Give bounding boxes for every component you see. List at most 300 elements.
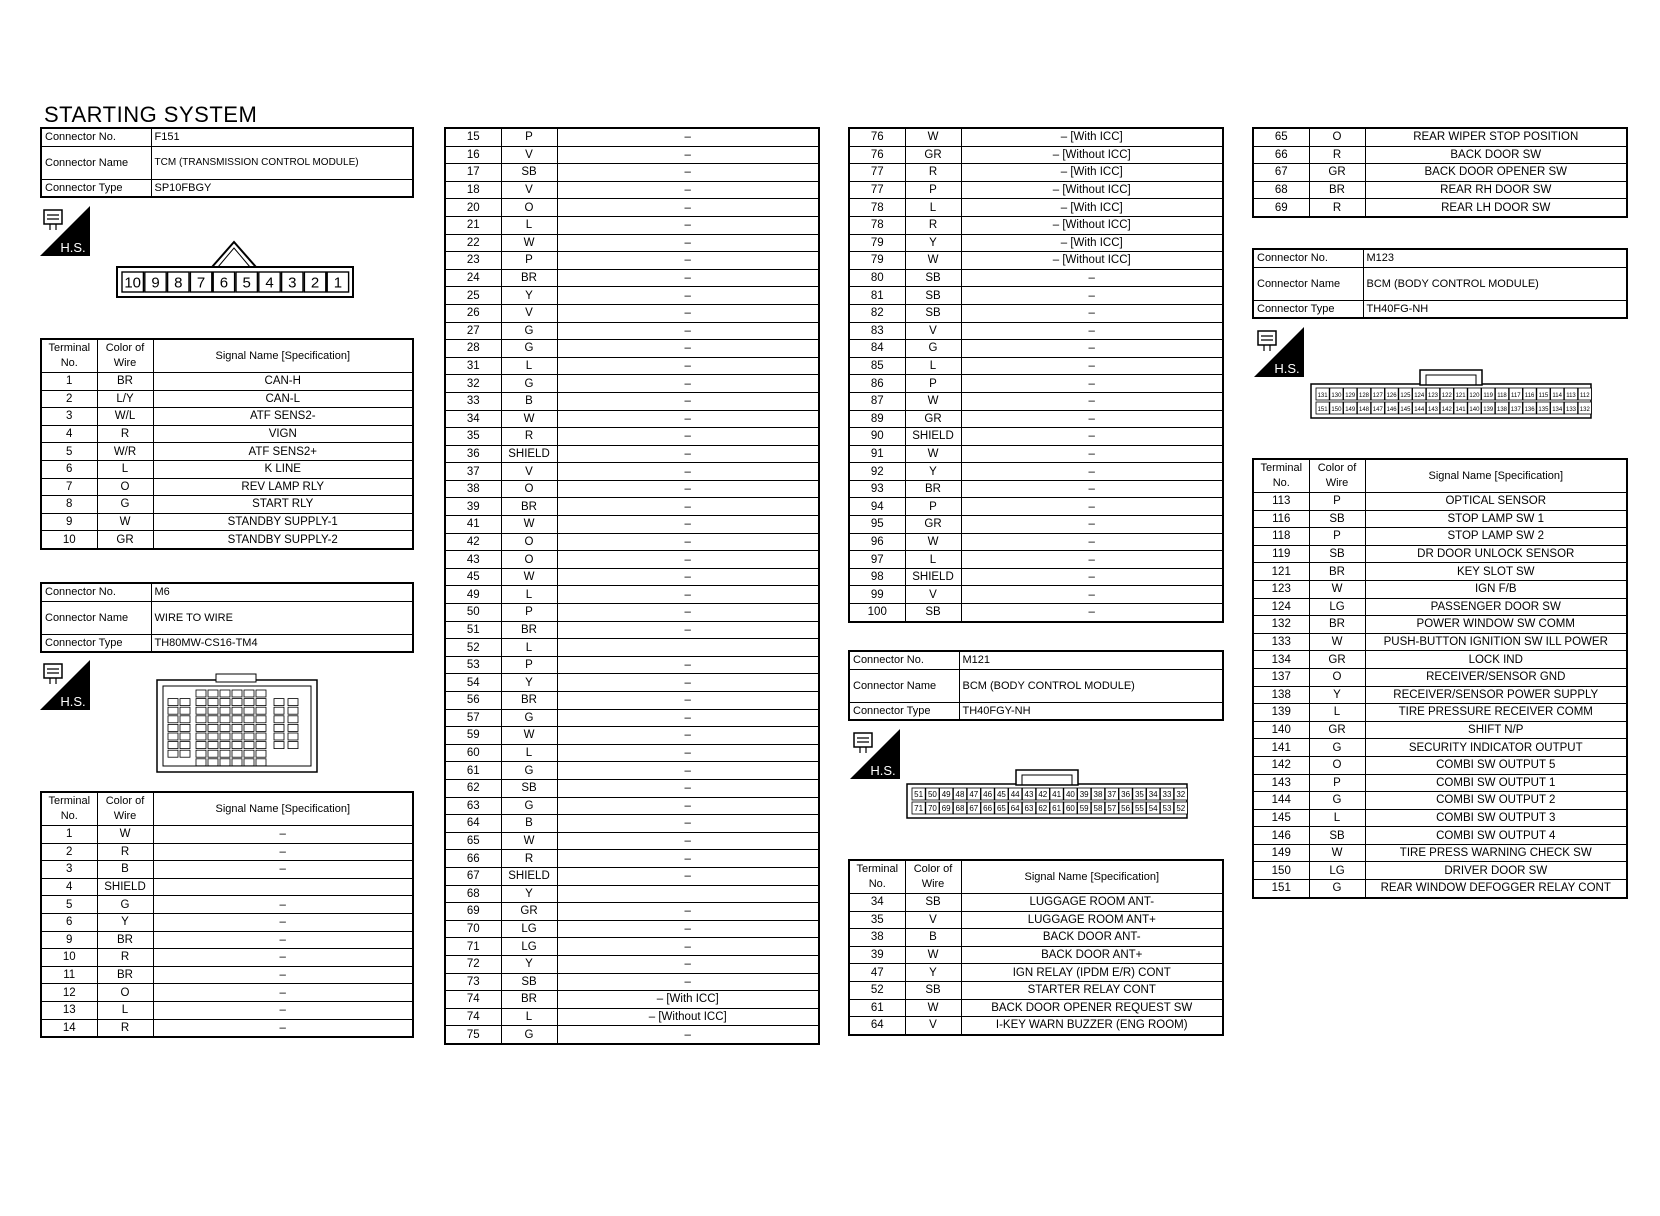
wire-color-cell: G	[97, 496, 153, 514]
signal-name-cell: BACK DOOR ANT+	[961, 946, 1223, 964]
wire-color-cell: L	[97, 460, 153, 478]
terminal-no-cell: 20	[445, 199, 501, 217]
conn-no-value: M6	[151, 583, 413, 601]
wire-color-cell: L	[905, 357, 961, 375]
conn-name-label: Connector Name	[1253, 267, 1363, 300]
connector-f151-info	[40, 127, 414, 198]
signal-name-cell: –	[557, 867, 819, 885]
pin-number: 9	[151, 274, 160, 292]
wire-color-cell: L/Y	[97, 390, 153, 408]
signal-name-cell	[557, 639, 819, 657]
pin-cavity	[274, 707, 284, 714]
wire-color-cell: L	[1309, 704, 1365, 722]
wire-color-cell: O	[501, 480, 557, 498]
terminal-no-cell: 79	[849, 252, 905, 270]
signal-name-cell: –	[557, 357, 819, 375]
table-row	[445, 727, 819, 745]
table-row	[445, 692, 819, 710]
terminal-no-cell: 76	[849, 128, 905, 146]
table-row	[445, 340, 819, 358]
signal-name-cell: –	[961, 340, 1223, 358]
m121-continued-table	[1252, 127, 1628, 218]
wire-color-cell: SB	[501, 164, 557, 182]
terminal-no-cell: 31	[445, 357, 501, 375]
pin-cavity	[196, 750, 206, 757]
terminal-no-cell: 50	[445, 604, 501, 622]
table-row	[41, 443, 413, 461]
terminal-no-cell: 133	[1253, 633, 1309, 651]
pin-cavity	[232, 707, 242, 714]
terminal-no-cell: 123	[1253, 580, 1309, 598]
terminal-no-cell: 35	[445, 428, 501, 446]
pin-number: 62	[1038, 804, 1048, 813]
harness-side-icon	[850, 729, 900, 779]
table-row	[41, 949, 413, 967]
pin-number: 130	[1331, 393, 1342, 399]
wire-color-cell: W	[905, 128, 961, 146]
pin-number: 140	[1469, 407, 1480, 413]
wire-color-cell: SB	[905, 981, 961, 999]
pin-number: 133	[1565, 407, 1577, 413]
pin-cavity	[208, 699, 218, 706]
table-row	[445, 867, 819, 885]
pin-cavity	[208, 724, 218, 731]
terminal-no-cell: 6	[41, 460, 97, 478]
wire-color-cell: V	[905, 322, 961, 340]
conn-type-label: Connector Type	[1253, 300, 1363, 318]
pin-number: 122	[1441, 393, 1452, 399]
pin-cavity	[196, 707, 206, 714]
terminal-no-cell: 119	[1253, 545, 1309, 563]
terminal-no-cell: 71	[445, 938, 501, 956]
terminal-no-cell: 16	[445, 146, 501, 164]
f151-pin-table	[40, 338, 414, 550]
wire-color-cell: R	[501, 850, 557, 868]
wire-color-cell: P	[1309, 774, 1365, 792]
conn-no-label: Connector No.	[849, 651, 959, 669]
wire-color-cell: SB	[1309, 827, 1365, 845]
terminal-no-cell: 3	[41, 861, 97, 879]
wire-color-cell: G	[1309, 880, 1365, 898]
table-row	[445, 357, 819, 375]
signal-name-cell: –	[961, 322, 1223, 340]
terminal-no-cell: 10	[41, 949, 97, 967]
terminal-no-cell: 5	[41, 896, 97, 914]
pin-number: 139	[1483, 407, 1494, 413]
signal-name-cell: –	[557, 533, 819, 551]
wire-color-cell: BR	[501, 269, 557, 287]
wire-color-cell: O	[97, 478, 153, 496]
pin-cavity	[232, 724, 242, 731]
terminal-no-cell: 89	[849, 410, 905, 428]
terminal-no-cell: 9	[41, 931, 97, 949]
wire-color-cell: B	[501, 392, 557, 410]
wire-color-cell: G	[1309, 739, 1365, 757]
table-row	[1253, 651, 1627, 669]
table-row	[41, 826, 413, 844]
signal-name-cell: –	[961, 304, 1223, 322]
pin-cavity	[274, 724, 284, 731]
table-row	[445, 304, 819, 322]
terminal-no-cell: 85	[849, 357, 905, 375]
signal-name-cell: –	[557, 322, 819, 340]
signal-name-cell: –	[557, 973, 819, 991]
table-row	[1253, 774, 1627, 792]
wire-color-cell: R	[1309, 146, 1365, 164]
signal-name-cell: –	[961, 480, 1223, 498]
wire-color-cell: G	[501, 709, 557, 727]
table-row	[849, 392, 1223, 410]
signal-name-cell: STOP LAMP SW 2	[1365, 528, 1627, 546]
wire-color-cell: BR	[1309, 616, 1365, 634]
signal-name-cell: –	[557, 428, 819, 446]
table-row	[445, 216, 819, 234]
table-row	[445, 181, 819, 199]
pin-cavity	[196, 733, 206, 740]
signal-name-cell: –	[557, 727, 819, 745]
terminal-header: Terminal No.	[41, 339, 97, 373]
pin-number: 43	[1024, 790, 1034, 799]
pin-cavity	[208, 707, 218, 714]
pin-cavity	[220, 750, 230, 757]
table-row	[849, 551, 1223, 569]
terminal-no-cell: 52	[445, 639, 501, 657]
pin-cavity	[244, 750, 254, 757]
table-row	[445, 252, 819, 270]
conn-no-label: Connector No.	[41, 128, 151, 146]
wire-color-cell: L	[501, 1008, 557, 1026]
pin-cavity	[256, 716, 266, 723]
signal-name-cell: –	[557, 797, 819, 815]
signal-name-cell: –	[961, 375, 1223, 393]
pin-cavity	[256, 733, 266, 740]
signal-name-cell: START RLY	[153, 496, 413, 514]
signal-name-cell: SECURITY INDICATOR OUTPUT	[1365, 739, 1627, 757]
terminal-no-cell: 124	[1253, 598, 1309, 616]
signal-name-cell: –	[961, 287, 1223, 305]
wire-color-cell: Y	[501, 885, 557, 903]
table-row	[445, 797, 819, 815]
pin-number: 123	[1427, 393, 1439, 399]
m121-pin-table	[848, 859, 1224, 1036]
wire-color-cell: SB	[905, 304, 961, 322]
terminal-no-cell: 15	[445, 128, 501, 146]
wire-color-cell: Y	[905, 234, 961, 252]
terminal-no-cell: 141	[1253, 739, 1309, 757]
terminal-no-cell: 64	[445, 815, 501, 833]
wire-color-cell: V	[501, 146, 557, 164]
table-row	[849, 322, 1223, 340]
terminal-no-cell: 53	[445, 656, 501, 674]
wire-color-cell: BR	[1309, 563, 1365, 581]
wire-color-cell: P	[905, 375, 961, 393]
table-row	[849, 199, 1223, 217]
table-row	[849, 929, 1223, 947]
table-row	[1253, 146, 1627, 164]
terminal-header: Terminal No.	[849, 860, 905, 894]
signal-name-cell: I-KEY WARN BUZZER (ENG ROOM)	[961, 1017, 1223, 1035]
signal-header: Signal Name [Specification]	[153, 792, 413, 826]
pin-number: 134	[1552, 407, 1563, 413]
pin-cavity	[232, 690, 242, 697]
wire-color-cell: R	[97, 843, 153, 861]
wire-color-cell: G	[501, 1026, 557, 1044]
pin-number: 37	[1107, 790, 1117, 799]
signal-name-cell: – [With ICC]	[557, 991, 819, 1009]
pin-cavity	[196, 690, 206, 697]
pin-cavity	[244, 742, 254, 749]
wire-color-cell: O	[1309, 756, 1365, 774]
wire-color-cell: L	[501, 357, 557, 375]
signal-name-cell: –	[557, 128, 819, 146]
hs-label: H.S.	[60, 694, 86, 709]
signal-name-cell: COMBI SW OUTPUT 2	[1365, 792, 1627, 810]
terminal-no-cell: 34	[849, 894, 905, 912]
wire-color-cell: L	[501, 639, 557, 657]
table-row	[445, 991, 819, 1009]
terminal-no-cell: 56	[445, 692, 501, 710]
pin-number: 69	[941, 804, 951, 813]
terminal-no-cell: 72	[445, 955, 501, 973]
signal-name-cell: –	[153, 913, 413, 931]
wire-color-cell: Y	[501, 287, 557, 305]
pin-number: 39	[1079, 790, 1089, 799]
pin-number: 129	[1345, 393, 1356, 399]
signal-name-cell: –	[557, 920, 819, 938]
pin-number: 53	[1162, 804, 1172, 813]
table-row	[1253, 809, 1627, 827]
signal-name-cell: –	[557, 955, 819, 973]
signal-header: Signal Name [Specification]	[1365, 459, 1627, 493]
wire-color-cell: SB	[1309, 545, 1365, 563]
pin-cavity	[180, 707, 190, 714]
signal-name-cell: – [With ICC]	[961, 199, 1223, 217]
table-row	[41, 390, 413, 408]
pin-number: 38	[1093, 790, 1103, 799]
table-row	[849, 269, 1223, 287]
terminal-no-cell: 97	[849, 551, 905, 569]
wire-color-cell: GR	[1309, 164, 1365, 182]
table-row	[849, 533, 1223, 551]
table-row	[1253, 545, 1627, 563]
m6-continued-table	[444, 127, 820, 1045]
pin-number: 36	[1121, 790, 1131, 799]
connector-m6-info	[40, 582, 414, 653]
signal-name-cell: –	[961, 410, 1223, 428]
pin-number: 114	[1552, 393, 1562, 399]
terminal-no-cell: 7	[41, 478, 97, 496]
pin-number: 45	[996, 790, 1006, 799]
pin-cavity	[220, 716, 230, 723]
terminal-no-cell: 78	[849, 216, 905, 234]
terminal-no-cell: 36	[445, 445, 501, 463]
pin-number: 59	[1079, 804, 1089, 813]
table-row	[1253, 721, 1627, 739]
terminal-no-cell: 8	[41, 496, 97, 514]
wire-color-cell: W	[905, 445, 961, 463]
wire-color-cell: GR	[905, 410, 961, 428]
pin-number: 135	[1538, 407, 1549, 413]
pin-number: 124	[1414, 393, 1425, 399]
signal-name-cell: – [Without ICC]	[961, 181, 1223, 199]
pin-number: 34	[1148, 790, 1158, 799]
pin-cavity	[180, 733, 190, 740]
wire-color-cell: V	[905, 911, 961, 929]
terminal-no-cell: 80	[849, 269, 905, 287]
terminal-no-cell: 77	[849, 181, 905, 199]
signal-name-cell: –	[153, 984, 413, 1002]
wire-color-cell: Y	[1309, 686, 1365, 704]
pin-cavity	[244, 707, 254, 714]
signal-name-cell: STANDBY SUPPLY-2	[153, 531, 413, 549]
signal-name-cell: ATF SENS2+	[153, 443, 413, 461]
table-row	[1253, 862, 1627, 880]
table-row	[445, 938, 819, 956]
wire-color-cell: BR	[1309, 181, 1365, 199]
conn-no-value: M121	[959, 651, 1223, 669]
terminal-no-cell: 45	[445, 568, 501, 586]
terminal-no-cell: 78	[849, 199, 905, 217]
terminal-no-cell: 65	[1253, 128, 1309, 146]
pin-cavity	[220, 724, 230, 731]
terminal-no-cell: 42	[445, 533, 501, 551]
terminal-no-cell: 94	[849, 498, 905, 516]
signal-name-cell: –	[557, 551, 819, 569]
signal-name-cell: STOP LAMP SW 1	[1365, 510, 1627, 528]
pin-cavity	[220, 759, 230, 766]
table-row	[1253, 563, 1627, 581]
wire-color-cell: W	[97, 826, 153, 844]
terminal-no-cell: 91	[849, 445, 905, 463]
pin-cavity	[168, 716, 178, 723]
table-row	[445, 568, 819, 586]
pin-number: 4	[265, 274, 274, 292]
table-row	[445, 1026, 819, 1044]
wire-color-cell: V	[501, 181, 557, 199]
table-row	[445, 1008, 819, 1026]
terminal-no-cell: 21	[445, 216, 501, 234]
table-row	[1253, 704, 1627, 722]
pin-number: 52	[1176, 804, 1186, 813]
signal-name-cell: –	[557, 498, 819, 516]
pin-cavity	[220, 699, 230, 706]
terminal-no-cell: 100	[849, 604, 905, 622]
table-row	[849, 981, 1223, 999]
conn-type-value: TH80MW-CS16-TM4	[151, 634, 413, 652]
wire-color-cell: LG	[1309, 598, 1365, 616]
table-row	[445, 604, 819, 622]
pin-number: 126	[1386, 393, 1397, 399]
pin-number: 35	[1134, 790, 1144, 799]
wire-color-cell: LG	[501, 938, 557, 956]
terminal-no-cell: 95	[849, 516, 905, 534]
wire-color-cell: V	[905, 1017, 961, 1035]
wire-color-cell: W	[501, 568, 557, 586]
wire-color-cell: SHIELD	[501, 445, 557, 463]
pin-cavity	[232, 759, 242, 766]
signal-name-cell: – [With ICC]	[961, 234, 1223, 252]
terminal-no-cell: 86	[849, 375, 905, 393]
terminal-no-cell: 38	[849, 929, 905, 947]
pin-number: 40	[1065, 790, 1075, 799]
wire-color-cell: SB	[1309, 510, 1365, 528]
signal-name-cell: CAN-H	[153, 373, 413, 391]
table-row	[849, 340, 1223, 358]
terminal-no-cell: 144	[1253, 792, 1309, 810]
signal-name-cell: BACK DOOR SW	[1365, 146, 1627, 164]
pin-number: 136	[1524, 407, 1535, 413]
table-row	[445, 146, 819, 164]
conn-type-label: Connector Type	[849, 702, 959, 720]
terminal-no-cell: 22	[445, 234, 501, 252]
terminal-no-cell: 52	[849, 981, 905, 999]
pin-number: 2	[310, 274, 320, 292]
wire-color-cell: G	[905, 340, 961, 358]
signal-name-cell: –	[557, 850, 819, 868]
pin-number: 48	[955, 790, 965, 799]
terminal-no-cell: 84	[849, 340, 905, 358]
pin-number: 127	[1372, 393, 1383, 399]
pin-number: 46	[983, 790, 993, 799]
wire-color-cell: W	[905, 533, 961, 551]
signal-name-cell: – [Without ICC]	[961, 216, 1223, 234]
color-header: Color of Wire	[905, 860, 961, 894]
pin-cavity	[288, 707, 298, 714]
terminal-no-cell: 4	[41, 425, 97, 443]
signal-name-cell: –	[557, 392, 819, 410]
pin-number: 57	[1107, 804, 1117, 813]
signal-name-cell: STARTER RELAY CONT	[961, 981, 1223, 999]
wire-color-cell: W	[501, 234, 557, 252]
signal-name-cell: –	[557, 252, 819, 270]
terminal-no-cell: 67	[1253, 164, 1309, 182]
terminal-no-cell: 51	[445, 621, 501, 639]
table-row	[1253, 827, 1627, 845]
wire-color-cell: G	[501, 762, 557, 780]
signal-name-cell: –	[961, 568, 1223, 586]
terminal-no-cell: 35	[849, 911, 905, 929]
pin-cavity	[288, 724, 298, 731]
signal-name-cell: –	[961, 269, 1223, 287]
signal-name-cell: –	[557, 181, 819, 199]
signal-name-cell: –	[961, 498, 1223, 516]
pin-cavity	[220, 733, 230, 740]
terminal-no-cell: 134	[1253, 651, 1309, 669]
terminal-no-cell: 151	[1253, 880, 1309, 898]
signal-name-cell: STANDBY SUPPLY-1	[153, 513, 413, 531]
terminal-no-cell: 59	[445, 727, 501, 745]
table-row	[41, 984, 413, 1002]
pin-cavity	[256, 742, 266, 749]
signal-name-cell	[153, 878, 413, 896]
table-row	[445, 551, 819, 569]
pin-number: 60	[1065, 804, 1075, 813]
pin-cavity	[256, 724, 266, 731]
wire-color-cell: SB	[905, 269, 961, 287]
signal-name-cell: – [With ICC]	[961, 164, 1223, 182]
table-row	[41, 496, 413, 514]
pin-number: 138	[1496, 407, 1508, 413]
wire-color-cell: G	[97, 896, 153, 914]
pin-number: 6	[219, 274, 229, 292]
terminal-no-cell: 18	[445, 181, 501, 199]
terminal-no-cell: 118	[1253, 528, 1309, 546]
pin-number: 44	[1010, 790, 1020, 799]
table-row	[41, 373, 413, 391]
table-row	[849, 480, 1223, 498]
pin-number: 63	[1024, 804, 1034, 813]
pin-cavity	[180, 750, 190, 757]
